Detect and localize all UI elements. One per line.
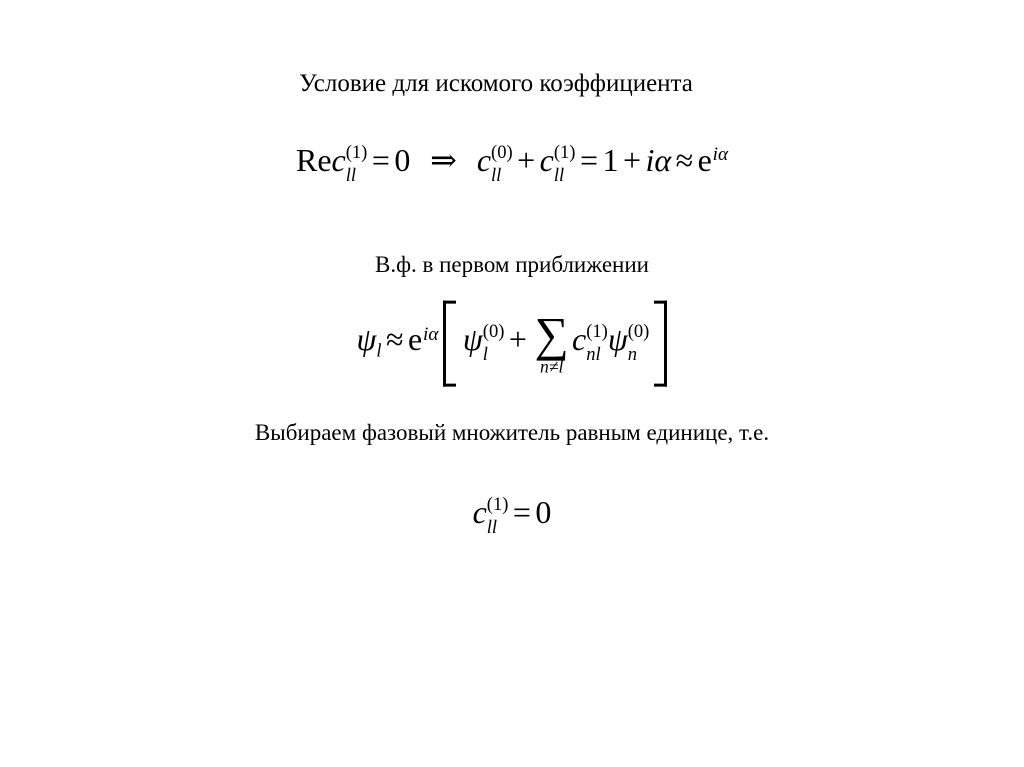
approx-sign: ≈ xyxy=(386,321,404,358)
equals-sign: = xyxy=(579,142,598,178)
superscript: (0) xyxy=(627,321,650,343)
summation xyxy=(534,308,569,377)
scripts-stack xyxy=(491,141,513,186)
equals-sign: = xyxy=(512,494,531,530)
scripts-stack xyxy=(628,323,650,364)
superscript: (1) xyxy=(345,141,368,163)
zero: 0 xyxy=(535,494,552,530)
var-c: c xyxy=(472,494,487,530)
scripts-stack xyxy=(486,493,509,538)
subscript: ll xyxy=(491,164,502,186)
superscript: (1) xyxy=(553,141,576,163)
subscript: ll xyxy=(345,164,357,186)
scripts-stack xyxy=(345,141,368,186)
formula-condition xyxy=(0,140,1024,184)
superscript: (1) xyxy=(486,493,509,515)
sum-limit: n≠l xyxy=(540,356,564,377)
var-psi-l xyxy=(356,321,382,362)
implies-arrow: ⇒ xyxy=(430,142,457,178)
superscript: (0) xyxy=(491,141,513,163)
plus-sign: + xyxy=(517,142,536,178)
approx-sign: ≈ xyxy=(675,142,694,178)
formula-result xyxy=(0,492,1024,536)
plus-sign: + xyxy=(622,142,641,178)
one: 1 xyxy=(602,142,619,178)
scripts-stack xyxy=(586,323,608,364)
exp-phase xyxy=(408,321,438,357)
equals-sign: = xyxy=(371,142,390,178)
slide-title: Условие для искомого коэффициента xyxy=(299,70,693,97)
var-psi-n-0 xyxy=(607,321,650,365)
subscript: ll xyxy=(553,164,565,186)
scripts-stack xyxy=(483,323,505,364)
superscript: (0) xyxy=(482,321,505,343)
subscript: n xyxy=(627,343,638,365)
subscript-l: l xyxy=(376,340,382,362)
var-c: c xyxy=(572,321,587,358)
superscript-i-alpha: iα xyxy=(423,323,439,345)
var-e: e xyxy=(408,321,423,358)
subscript: ll xyxy=(486,516,498,538)
var-psi: ψ xyxy=(356,321,377,358)
superscript-i-alpha: iα xyxy=(712,144,729,166)
formula-wavefunction xyxy=(0,300,1024,386)
var-c-ll-0 xyxy=(476,141,513,186)
var-c: c xyxy=(476,142,492,178)
var-psi: ψ xyxy=(607,321,628,358)
caption-phase: Выбираем фазовый множитель равным единице, т.е. xyxy=(254,420,770,445)
zero: 0 xyxy=(394,142,411,178)
subscript: nl xyxy=(586,343,601,365)
var-c: c xyxy=(331,142,346,178)
left-bracket xyxy=(443,301,456,387)
subscript: l xyxy=(482,343,488,365)
var-psi-l-0 xyxy=(462,321,505,365)
var-c-nl-1 xyxy=(572,321,608,365)
plus-sign: + xyxy=(508,321,527,358)
operator-re: Re xyxy=(295,142,332,178)
exp-phase xyxy=(698,142,728,178)
scripts-stack xyxy=(553,141,576,186)
sum-symbol: ∑ xyxy=(534,308,569,362)
caption-wavefunction: В.ф. в первом приближении xyxy=(375,252,649,277)
var-c-ll-1 xyxy=(331,141,368,186)
i-alpha: iα xyxy=(645,142,672,178)
var-c: c xyxy=(539,142,554,178)
var-e: e xyxy=(697,142,712,178)
superscript: (1) xyxy=(586,321,608,343)
var-c-ll-1 xyxy=(539,141,576,186)
right-bracket xyxy=(654,301,667,387)
var-c-ll-1 xyxy=(472,493,509,538)
var-psi: ψ xyxy=(462,321,483,358)
